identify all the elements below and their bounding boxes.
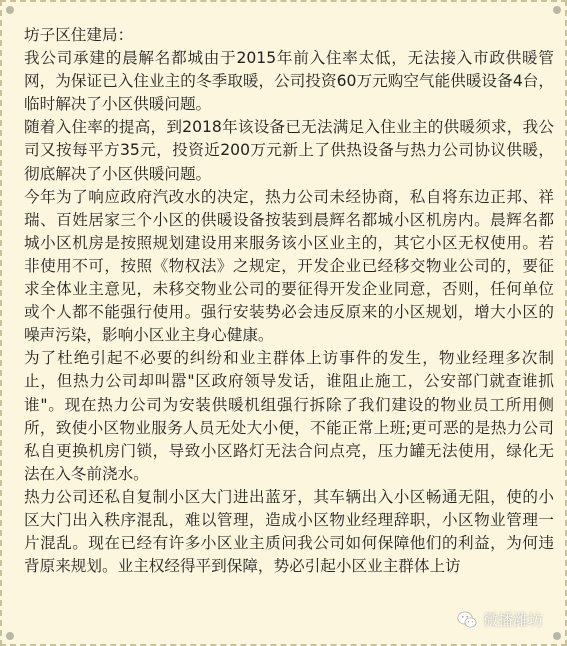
corner-dot: [6, 6, 14, 14]
wechat-icon: [457, 611, 477, 629]
letter-salutation: 坊子区住建局：: [24, 26, 134, 44]
corner-dot: [6, 632, 14, 640]
letter-body: [24, 24, 554, 578]
corner-dot: [553, 6, 561, 14]
watermark-text: 微播潍坊: [482, 611, 543, 629]
letter-paragraph: 热力公司还私自复制小区大门进出蓝牙，其车辆出入小区畅通无阻，使的小区大门出入秩序混乱，难以管理，造成小区物业经理辞职，小区物业管理一片混乱。现在已经有许多小区业主质问我公司如何保障他们的利益，为何违背原来规划。业主权经得平到保障，势必引起小区业主群体上访: [24, 487, 554, 576]
letter-paragraph: 我公司承建的晨解名都城由于2015年前入住率太低，无法接入市政供暖管网，为保证已入住业主的冬季取暖，公司投资60万元购空气能供暖设备4台，临时解决了小区供暖问题。: [24, 49, 554, 114]
letter-paragraph: 随着入住率的提高，到2018年该设备已无法满足入住业主的供暖须求，我公司又按每平方35元，投资近200万元新上了供热设备与热力公司协议供暖，彻底解决了小区供暖问题。: [24, 118, 554, 183]
letter-paragraph: 今年为了响应政府汽改水的决定，热力公司未经协商，私自将东边正邦、祥瑞、百姓居家三个小区的供暖设备按装到晨辉名都城小区机房内。晨辉名都城小区机房是按照规划建设用来服务该小区业主的，其它小区无权使用。若非使用不可，按照《物权法》之规定，开发企业已经移交物业公司的，要征求全体业主意见，未移交物业公司的要征得开发企业同意，否则，任何单位或个人都不能强行使用。强行安装势必会违反原来的小区规划，增大小区的噪声污染，影响小区业主身心健康。: [24, 187, 554, 345]
letter-paragraph: 为了杜绝引起不必要的纠纷和业主群体上访事件的发生，物业经理多次制止，但热力公司却叫嚣"区政府领导发话，谁阻止施工，公安部门就查谁抓谁"。现在热力公司为安装供暖机组强行拆除了我们建设的物业员工所用侧所，致使小区物业服务人员无处大小便，不能正常上班;更可恶的是热力公司私自更换机房门锁，导致小区路灯无法合问点亮，压力罐无法使用，绿化无法在入冬前浇水。: [24, 349, 554, 483]
corner-dot: [553, 632, 561, 640]
watermark: [457, 609, 543, 630]
